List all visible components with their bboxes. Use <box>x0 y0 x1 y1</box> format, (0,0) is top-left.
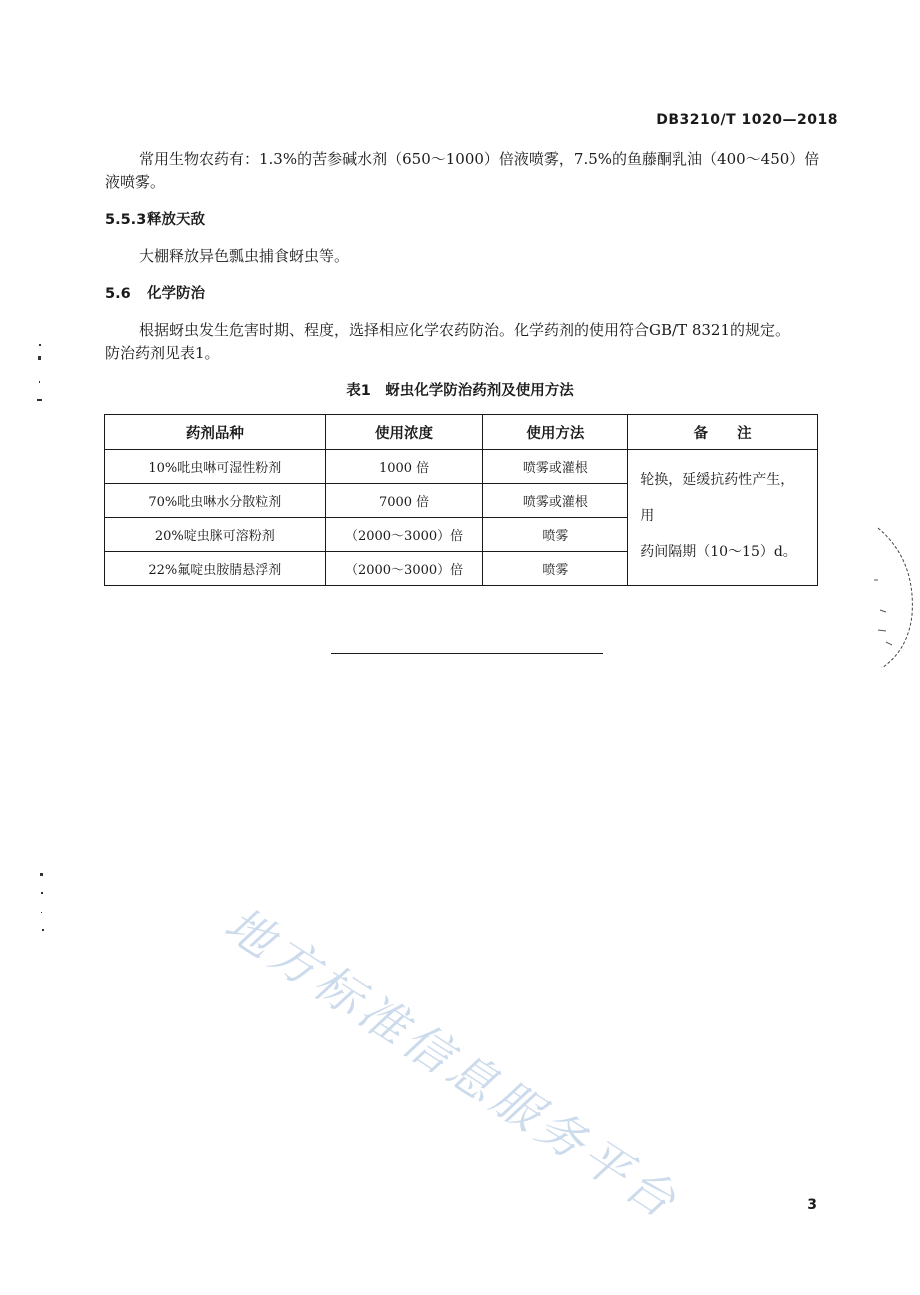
section-number: 5.6 <box>105 286 131 302</box>
table-cell: 喷雾 <box>483 518 628 552</box>
end-divider-line <box>331 653 603 654</box>
intro-line-1: 常用生物农药有：1.3%的苦参碱水剂（650～1000）倍液喷雾，7.5%的鱼藤酮乳油（400～450）倍 <box>139 150 820 168</box>
header-cell: 备 注 <box>628 415 818 450</box>
scan-speck <box>39 381 40 383</box>
intro-line-2: 液喷雾。 <box>105 173 166 191</box>
table-cell: （2000～3000）倍 <box>325 518 483 552</box>
table-cell: 22%氟啶虫胺腈悬浮剂 <box>105 552 326 586</box>
header-cell: 药剂品种 <box>105 415 326 450</box>
table-cell: 喷雾 <box>483 552 628 586</box>
section-5-6-heading <box>105 282 205 303</box>
table-cell: 7000 倍 <box>325 484 483 518</box>
remarks-cell <box>628 450 818 586</box>
table-cell: 喷雾或灌根 <box>483 450 628 484</box>
section-title: 化学防治 <box>147 286 205 302</box>
header-cell: 使用浓度 <box>325 415 483 450</box>
remarks-line-1: 轮换，延缓抗药性产生，用 <box>640 472 795 524</box>
scan-speck <box>42 929 44 931</box>
binding-hole-mark <box>866 520 920 670</box>
scan-speck <box>40 873 43 876</box>
watermark: 地方标准信息服务平台 <box>214 896 690 1232</box>
table-row <box>105 450 818 484</box>
table-cell: 喷雾或灌根 <box>483 484 628 518</box>
table-caption: 表1 蚜虫化学防治药剂及使用方法 <box>346 383 574 399</box>
scan-speck <box>38 356 41 360</box>
scan-speck <box>39 344 41 346</box>
section-5-6-line-2: 防治药剂见表1。 <box>105 344 220 362</box>
scan-speck <box>41 892 43 894</box>
document-code: DB3210/T 1020—2018 <box>656 112 838 128</box>
intro-paragraph <box>105 148 835 194</box>
section-5-5-3-heading <box>105 208 205 229</box>
header-cell: 使用方法 <box>483 415 628 450</box>
page-number: 3 <box>807 1197 817 1213</box>
section-5-6-line-1: 根据蚜虫发生危害时期、程度，选择相应化学农药防治。化学药剂的使用符合GB/T 8321的规定。 <box>139 321 791 339</box>
table-cell: 20%啶虫脒可溶粉剂 <box>105 518 326 552</box>
remarks-line-2: 药间隔期（10～15）d。 <box>640 544 797 560</box>
section-title: 释放天敌 <box>147 212 205 228</box>
pesticide-table <box>104 414 818 586</box>
section-5-6-paragraph <box>105 319 835 365</box>
scan-speck <box>37 399 42 401</box>
table-cell: 70%吡虫啉水分散粒剂 <box>105 484 326 518</box>
section-5-5-3-text: 大棚释放异色瓢虫捕食蚜虫等。 <box>139 247 350 265</box>
table-cell: 1000 倍 <box>325 450 483 484</box>
scan-speck <box>41 912 42 913</box>
table-cell: 10%吡虫啉可湿性粉剂 <box>105 450 326 484</box>
table-header-row <box>105 415 818 450</box>
table-cell: （2000～3000）倍 <box>325 552 483 586</box>
section-number: 5.5.3 <box>105 212 147 228</box>
